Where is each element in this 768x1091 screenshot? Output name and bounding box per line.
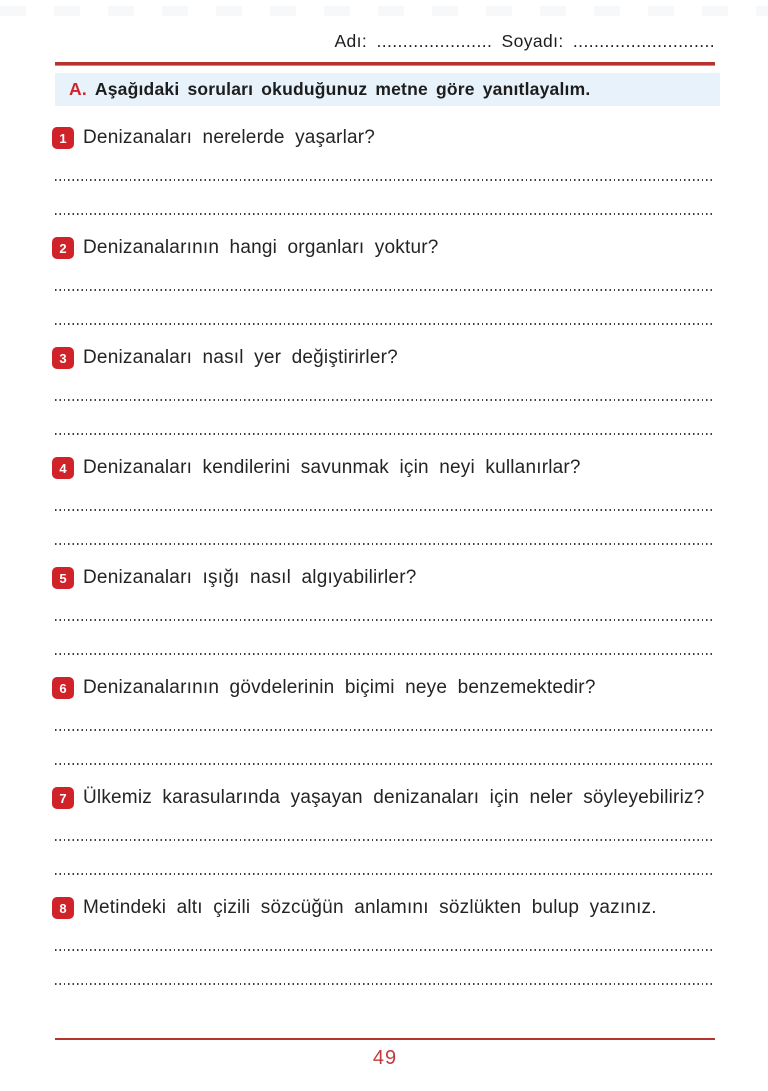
question-number-badge: 8 — [52, 897, 74, 919]
instruction-text: Aşağıdaki soruları okuduğunuz metne göre yanıtlayalım. — [94, 79, 591, 99]
question-text: Denizanaları nasıl yer değiştirirler? — [83, 347, 398, 368]
answer-line — [55, 509, 715, 511]
instruction-banner — [55, 73, 720, 106]
section-letter: A. — [69, 79, 87, 99]
name-label: Adı: — [334, 31, 368, 51]
question-block-7 — [55, 786, 715, 896]
question-block-6 — [55, 676, 715, 786]
answer-line — [55, 543, 715, 545]
question-block-8 — [55, 896, 715, 1006]
question-number-badge: 1 — [52, 127, 74, 149]
answer-line — [55, 983, 715, 985]
question-text: Denizanalarının hangi organları yoktur? — [83, 237, 439, 258]
question-text: Denizanalarının gövdelerinin biçimi neye benzemektedir? — [83, 677, 596, 698]
question-number-badge: 2 — [52, 237, 74, 259]
question-list — [55, 126, 715, 1006]
question-number-badge: 4 — [52, 457, 74, 479]
question-number-badge: 5 — [52, 567, 74, 589]
answer-line — [55, 839, 715, 841]
answer-line — [55, 763, 715, 765]
answer-line — [55, 323, 715, 325]
question-number-badge: 3 — [52, 347, 74, 369]
answer-line — [55, 619, 715, 621]
question-text: Denizanaları ışığı nasıl algıyabilirler? — [83, 567, 417, 588]
name-dotted-blank: ...................... — [376, 31, 493, 51]
footer-rule — [55, 1038, 715, 1040]
answer-line — [55, 399, 715, 401]
question-text: Denizanaları nerelerde yaşarlar? — [83, 127, 376, 148]
name-surname-row — [55, 31, 715, 52]
answer-line — [55, 653, 715, 655]
answer-line — [55, 873, 715, 875]
header-rule — [55, 62, 715, 66]
question-text: Metindeki altı çizili sözcüğün anlamını sözlükten bulup yazınız. — [83, 897, 657, 918]
question-block-2 — [55, 236, 715, 346]
answer-line — [55, 179, 715, 181]
answer-line — [55, 729, 715, 731]
question-block-1 — [55, 126, 715, 236]
question-block-5 — [55, 566, 715, 676]
page-number: 49 — [372, 1047, 398, 1069]
answer-line — [55, 949, 715, 951]
surname-label: Soyadı: — [501, 31, 564, 51]
answer-line — [55, 213, 715, 215]
question-number-badge: 6 — [52, 677, 74, 699]
answer-line — [55, 433, 715, 435]
question-text: Ülkemiz karasularında yaşayan denizanaları için neler söyleyebiliriz? — [83, 787, 705, 808]
question-number-badge: 7 — [52, 787, 74, 809]
answer-line — [55, 289, 715, 291]
question-block-4 — [55, 456, 715, 566]
question-text: Denizanaları kendilerini savunmak için neyi kullanırlar? — [83, 457, 581, 478]
question-block-3 — [55, 346, 715, 456]
surname-dotted-blank: ........................... — [572, 31, 715, 51]
